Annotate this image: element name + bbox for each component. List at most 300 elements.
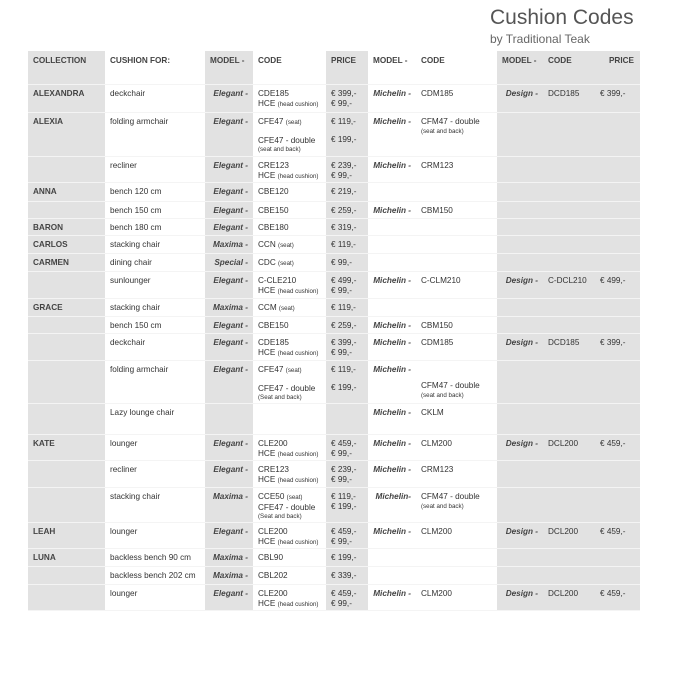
code-elegant-cell xyxy=(253,299,326,317)
price-design-cell xyxy=(595,461,640,488)
cushion-for-cell: bench 120 cm xyxy=(105,183,205,202)
code-elegant-cell xyxy=(253,361,326,404)
price-design-cell xyxy=(595,113,640,157)
header-model-design: MODEL - xyxy=(497,51,543,85)
collection-cell: ALEXANDRA xyxy=(28,85,105,113)
price-elegant-line: € 99,- xyxy=(331,285,352,295)
code-michelin-cell xyxy=(416,334,497,361)
price-elegant-cell xyxy=(326,272,368,299)
table-row xyxy=(28,254,640,272)
code-michelin-line: CDM185 xyxy=(421,89,454,98)
cushion-for-cell: stacking chair xyxy=(105,299,205,317)
cushion-for-cell: backless bench 90 cm xyxy=(105,549,205,567)
price-elegant-line: € 339,- xyxy=(331,571,357,580)
header-code-michelin: CODE xyxy=(416,51,497,85)
model-elegant-cell xyxy=(205,404,253,435)
price-elegant-line: € 259,- xyxy=(331,321,357,330)
collection-cell xyxy=(28,272,105,299)
code-michelin-line: CFM47 - double xyxy=(421,381,480,390)
code-elegant-line: CFE47 (seat) xyxy=(258,117,302,126)
code-michelin-cell xyxy=(416,202,497,219)
table-row xyxy=(28,585,640,611)
model-design-cell xyxy=(497,461,543,488)
code-elegant-line: CDC (seat) xyxy=(258,258,294,267)
price-design-line: € 499,- xyxy=(600,276,626,285)
model-michelin-cell: Michelin - xyxy=(368,272,416,299)
code-michelin-line: (seat and back) xyxy=(421,502,464,510)
code-elegant-line: (Seat and back) xyxy=(258,513,302,521)
price-design-line: € 399,- xyxy=(600,338,626,347)
price-elegant-line: € 119,- xyxy=(331,117,356,126)
code-elegant-line: CCM (seat) xyxy=(258,303,295,312)
model-michelin-cell: Michelin - xyxy=(368,523,416,549)
code-elegant-cell xyxy=(253,461,326,488)
header-price-design: PRICE xyxy=(595,51,640,85)
price-elegant-line: € 239,- xyxy=(331,161,357,170)
collection-cell xyxy=(28,361,105,404)
price-elegant-line xyxy=(331,392,368,400)
price-elegant-line: € 119,- xyxy=(331,365,356,374)
price-design-cell xyxy=(595,157,640,183)
code-design-line: DCL200 xyxy=(548,589,579,598)
header-cushion-for: CUSHION FOR: xyxy=(105,51,205,85)
collection-cell xyxy=(28,567,105,585)
model-design-cell: Design - xyxy=(497,272,543,299)
code-michelin-cell xyxy=(416,183,497,202)
model-design-cell xyxy=(497,317,543,334)
model-elegant-cell: Elegant - xyxy=(205,461,253,488)
code-elegant-line: CBE150 xyxy=(258,321,289,330)
collection-cell xyxy=(28,157,105,183)
table-row xyxy=(28,236,640,254)
code-elegant-line xyxy=(258,128,326,136)
cushion-for-cell: backless bench 202 cm xyxy=(105,567,205,585)
code-elegant-cell xyxy=(253,549,326,567)
price-elegant-cell xyxy=(326,567,368,585)
table-header-row xyxy=(28,51,640,85)
collection-cell: ANNA xyxy=(28,183,105,202)
code-michelin-line: C-CLM210 xyxy=(421,276,461,285)
code-michelin-cell xyxy=(416,461,497,488)
code-michelin-cell xyxy=(416,219,497,236)
model-elegant-cell: Maxima - xyxy=(205,236,253,254)
price-elegant-line xyxy=(331,144,368,152)
model-design-cell: Design - xyxy=(497,85,543,113)
price-elegant-cell xyxy=(326,404,368,435)
price-design-line: € 459,- xyxy=(600,439,626,448)
price-design-cell xyxy=(595,549,640,567)
price-elegant-cell xyxy=(326,219,368,236)
code-elegant-cell xyxy=(253,317,326,334)
code-design-line: DCL200 xyxy=(548,527,579,536)
price-design-cell xyxy=(595,435,640,461)
cushion-for-cell: folding armchair xyxy=(105,113,205,157)
page-title: Cushion Codes xyxy=(490,6,634,29)
cushion-for-cell: stacking chair xyxy=(105,236,205,254)
code-design-cell xyxy=(543,299,595,317)
code-elegant-cell xyxy=(253,334,326,361)
cushion-for-cell: deckchair xyxy=(105,334,205,361)
price-elegant-line xyxy=(331,127,368,135)
code-michelin-line: CBM150 xyxy=(421,321,453,330)
code-michelin-line: CFM47 - double xyxy=(421,117,480,126)
header-price-elegant: PRICE xyxy=(326,51,368,85)
cushion-for-cell: recliner xyxy=(105,461,205,488)
header-code-design: CODE xyxy=(543,51,595,85)
code-michelin-line: CDM185 xyxy=(421,338,454,347)
price-design-cell xyxy=(595,317,640,334)
price-elegant-line: € 459,- xyxy=(331,589,357,598)
code-design-cell xyxy=(543,219,595,236)
cushion-for-cell: Lazy lounge chair xyxy=(105,404,205,435)
model-design-cell: Design - xyxy=(497,585,543,611)
code-michelin-line: (seat and back) xyxy=(421,391,464,399)
code-elegant-cell xyxy=(253,254,326,272)
code-elegant-cell xyxy=(253,183,326,202)
price-elegant-line: € 99,- xyxy=(331,474,352,484)
code-michelin-cell xyxy=(416,236,497,254)
collection-cell: GRACE xyxy=(28,299,105,317)
page-subtitle: by Traditional Teak xyxy=(490,32,590,46)
table-row xyxy=(28,549,640,567)
model-elegant-cell: Elegant - xyxy=(205,334,253,361)
price-design-cell xyxy=(595,236,640,254)
model-elegant-cell: Elegant - xyxy=(205,113,253,157)
price-design-cell xyxy=(595,404,640,435)
code-design-cell xyxy=(543,157,595,183)
collection-cell: LEAH xyxy=(28,523,105,549)
model-design-cell xyxy=(497,183,543,202)
model-michelin-cell xyxy=(368,183,416,202)
model-elegant-cell: Elegant - xyxy=(205,435,253,461)
code-design-cell xyxy=(543,317,595,334)
cushion-for-cell: stacking chair xyxy=(105,488,205,523)
code-elegant-cell xyxy=(253,523,326,549)
code-elegant-line: CLE200 xyxy=(258,527,288,536)
code-elegant-line: CFE47 - double xyxy=(258,383,316,393)
code-design-cell xyxy=(543,461,595,488)
price-design-cell xyxy=(595,219,640,236)
code-michelin-cell xyxy=(416,435,497,461)
code-elegant-line: CBE180 xyxy=(258,223,289,232)
table-row xyxy=(28,272,640,299)
model-michelin-cell: Michelin - xyxy=(368,317,416,334)
code-design-cell xyxy=(543,404,595,435)
header-code-elegant: CODE xyxy=(253,51,326,85)
code-design-line: DCL200 xyxy=(548,439,579,448)
model-michelin-cell: Michelin - xyxy=(368,202,416,219)
code-elegant-line: C-CLE210 xyxy=(258,276,297,285)
code-elegant-line: CDE185 xyxy=(258,338,289,347)
code-elegant-line: CCE50 (seat) xyxy=(258,492,303,501)
code-elegant-cell xyxy=(253,85,326,113)
code-elegant-line: HCE (head cushion) xyxy=(258,170,319,180)
cushion-for-cell: sunlounger xyxy=(105,272,205,299)
model-elegant-cell: Elegant - xyxy=(205,523,253,549)
model-design-cell xyxy=(497,549,543,567)
code-design-cell xyxy=(543,488,595,523)
code-michelin-line: CKLM xyxy=(421,408,444,417)
model-design-cell: Design - xyxy=(497,435,543,461)
price-elegant-line: € 199,- xyxy=(331,134,357,144)
code-michelin-cell xyxy=(416,549,497,567)
price-elegant-cell xyxy=(326,157,368,183)
code-elegant-cell xyxy=(253,157,326,183)
model-design-cell xyxy=(497,567,543,585)
price-elegant-line xyxy=(331,375,368,383)
price-elegant-line: € 99,- xyxy=(331,258,352,267)
code-elegant-cell xyxy=(253,236,326,254)
code-elegant-line: CBL90 xyxy=(258,553,284,562)
model-michelin-cell: Michelin - xyxy=(368,157,416,183)
table-row xyxy=(28,435,640,461)
code-michelin-cell xyxy=(416,567,497,585)
model-michelin-cell: Michelin - xyxy=(368,334,416,361)
price-design-cell xyxy=(595,585,640,611)
table-row xyxy=(28,219,640,236)
code-elegant-cell xyxy=(253,488,326,523)
code-elegant-line: CBL202 xyxy=(258,571,288,580)
price-elegant-cell xyxy=(326,236,368,254)
header-collection: COLLECTION xyxy=(28,51,105,85)
price-design-cell xyxy=(595,183,640,202)
model-michelin-cell: Michelin - xyxy=(368,435,416,461)
code-design-cell xyxy=(543,523,595,549)
model-elegant-cell: Elegant - xyxy=(205,361,253,404)
model-elegant-cell: Elegant - xyxy=(205,202,253,219)
model-design-cell xyxy=(497,113,543,157)
price-design-line: € 459,- xyxy=(600,589,626,598)
model-elegant-cell: Elegant - xyxy=(205,85,253,113)
price-elegant-line: € 259,- xyxy=(331,206,357,215)
collection-cell: BARON xyxy=(28,219,105,236)
price-elegant-line: € 399,- xyxy=(331,89,357,98)
table-row xyxy=(28,113,640,157)
model-design-cell xyxy=(497,254,543,272)
price-elegant-cell xyxy=(326,549,368,567)
model-michelin-cell: Michelin - xyxy=(368,113,416,157)
model-elegant-cell: Elegant - xyxy=(205,317,253,334)
price-elegant-cell xyxy=(326,361,368,404)
cushion-for-cell: recliner xyxy=(105,157,205,183)
price-elegant-line: € 99,- xyxy=(331,170,352,180)
cushion-codes-table xyxy=(28,51,640,611)
table-row xyxy=(28,488,640,523)
header-model-elegant: MODEL - xyxy=(205,51,253,85)
code-design-cell xyxy=(543,85,595,113)
price-elegant-line: € 459,- xyxy=(331,527,357,536)
model-design-cell xyxy=(497,488,543,523)
model-design-cell xyxy=(497,157,543,183)
price-elegant-cell xyxy=(326,435,368,461)
collection-cell xyxy=(28,317,105,334)
code-design-cell xyxy=(543,183,595,202)
code-michelin-line: CRM123 xyxy=(421,161,454,170)
price-elegant-cell xyxy=(326,113,368,157)
collection-cell xyxy=(28,461,105,488)
code-elegant-line: HCE (head cushion) xyxy=(258,285,319,295)
price-elegant-line: € 399,- xyxy=(331,338,357,347)
code-elegant-line: CLE200 xyxy=(258,439,288,448)
code-design-cell xyxy=(543,272,595,299)
table-row xyxy=(28,157,640,183)
price-elegant-line: € 119,- xyxy=(331,240,356,249)
code-michelin-cell xyxy=(416,523,497,549)
price-elegant-cell xyxy=(326,523,368,549)
model-michelin-cell xyxy=(368,299,416,317)
code-michelin-cell xyxy=(416,299,497,317)
code-elegant-line: (Seat and back) xyxy=(258,394,302,402)
cushion-for-cell: bench 180 cm xyxy=(105,219,205,236)
code-michelin-line: CRM123 xyxy=(421,465,454,474)
code-elegant-line: HCE (head cushion) xyxy=(258,448,319,458)
price-elegant-cell xyxy=(326,585,368,611)
model-design-cell xyxy=(497,219,543,236)
cushion-for-cell: lounger xyxy=(105,523,205,549)
model-michelin-cell: Michelin - xyxy=(368,461,416,488)
collection-cell: KATE xyxy=(28,435,105,461)
code-elegant-line: CRE123 xyxy=(258,161,289,170)
code-michelin-line: CLM200 xyxy=(421,589,452,598)
collection-cell xyxy=(28,488,105,523)
model-elegant-cell: Maxima - xyxy=(205,549,253,567)
code-design-cell xyxy=(543,435,595,461)
cushion-for-cell: bench 150 cm xyxy=(105,317,205,334)
model-michelin-cell: Michelin - xyxy=(368,404,416,435)
code-michelin-line: CBM150 xyxy=(421,206,453,215)
table-row xyxy=(28,334,640,361)
price-design-cell xyxy=(595,202,640,219)
collection-cell: ALEXIA xyxy=(28,113,105,157)
model-elegant-cell: Maxima - xyxy=(205,299,253,317)
price-elegant-cell xyxy=(326,299,368,317)
price-elegant-cell xyxy=(326,85,368,113)
table-row xyxy=(28,404,640,435)
price-design-cell xyxy=(595,523,640,549)
code-michelin-cell xyxy=(416,361,497,404)
code-elegant-line: CBE150 xyxy=(258,206,289,215)
collection-cell xyxy=(28,404,105,435)
code-elegant-cell xyxy=(253,202,326,219)
table-row xyxy=(28,85,640,113)
code-elegant-cell xyxy=(253,567,326,585)
price-design-cell xyxy=(595,272,640,299)
code-elegant-cell xyxy=(253,272,326,299)
code-design-cell xyxy=(543,236,595,254)
table-row xyxy=(28,567,640,585)
code-elegant-line: CBE120 xyxy=(258,187,289,196)
model-elegant-cell: Maxima - xyxy=(205,567,253,585)
collection-cell: CARLOS xyxy=(28,236,105,254)
cushion-for-cell: bench 150 cm xyxy=(105,202,205,219)
code-michelin-cell xyxy=(416,85,497,113)
price-elegant-line: € 119,- xyxy=(331,303,356,312)
code-design-cell xyxy=(543,585,595,611)
model-michelin-cell: Michelin - xyxy=(368,585,416,611)
price-elegant-line: € 199,- xyxy=(331,382,357,392)
price-design-cell xyxy=(595,254,640,272)
price-design-cell xyxy=(595,567,640,585)
model-michelin-cell xyxy=(368,219,416,236)
code-elegant-cell xyxy=(253,113,326,157)
code-elegant-cell xyxy=(253,585,326,611)
price-elegant-line: € 319,- xyxy=(331,223,357,232)
cushion-for-cell: lounger xyxy=(105,435,205,461)
code-elegant-line: CCN (seat) xyxy=(258,240,294,249)
code-elegant-cell xyxy=(253,435,326,461)
collection-cell xyxy=(28,585,105,611)
code-michelin-line xyxy=(421,373,497,381)
cushion-for-cell: deckchair xyxy=(105,85,205,113)
model-design-cell: Design - xyxy=(497,334,543,361)
price-elegant-line: € 459,- xyxy=(331,439,357,448)
model-design-cell xyxy=(497,404,543,435)
code-michelin-cell xyxy=(416,254,497,272)
code-design-cell xyxy=(543,254,595,272)
price-elegant-line: € 99,- xyxy=(331,536,352,546)
model-elegant-cell: Elegant - xyxy=(205,219,253,236)
table-row xyxy=(28,317,640,334)
table-row xyxy=(28,523,640,549)
model-elegant-cell: Elegant - xyxy=(205,183,253,202)
code-elegant-line: CFE47 - double xyxy=(258,502,316,512)
model-design-cell xyxy=(497,299,543,317)
price-elegant-line: € 239,- xyxy=(331,465,357,474)
code-michelin-line: CFM47 - double xyxy=(421,492,480,501)
code-design-line: DCD185 xyxy=(548,89,580,98)
price-elegant-cell xyxy=(326,334,368,361)
price-design-line: € 399,- xyxy=(600,89,626,98)
model-elegant-cell: Elegant - xyxy=(205,157,253,183)
table-row xyxy=(28,202,640,219)
code-michelin-cell xyxy=(416,488,497,523)
code-michelin-line: (seat and back) xyxy=(421,127,464,135)
code-elegant-line: CDE185 xyxy=(258,89,289,98)
model-elegant-cell: Maxima - xyxy=(205,488,253,523)
model-michelin-cell: Michelin- xyxy=(368,488,416,523)
code-michelin-cell xyxy=(416,157,497,183)
code-elegant-cell xyxy=(253,219,326,236)
table-body xyxy=(28,85,640,611)
table-row xyxy=(28,461,640,488)
code-elegant-line: CLE200 xyxy=(258,589,288,598)
code-elegant-line: HCE (head cushion) xyxy=(258,347,319,357)
code-design-cell xyxy=(543,113,595,157)
cushion-for-cell: folding armchair xyxy=(105,361,205,404)
price-elegant-cell xyxy=(326,183,368,202)
price-elegant-cell xyxy=(326,461,368,488)
code-elegant-cell xyxy=(253,404,326,435)
header-model-michelin: MODEL - xyxy=(368,51,416,85)
model-design-cell xyxy=(497,202,543,219)
code-elegant-line xyxy=(258,376,326,384)
code-michelin-cell xyxy=(416,404,497,435)
model-michelin-cell: Michelin - xyxy=(368,361,416,404)
model-design-cell: Design - xyxy=(497,523,543,549)
code-elegant-line: HCE (head cushion) xyxy=(258,598,319,608)
code-elegant-line: HCE (head cushion) xyxy=(258,474,319,484)
table-row xyxy=(28,299,640,317)
table-row xyxy=(28,183,640,202)
code-elegant-line: CFE47 - double xyxy=(258,135,316,145)
code-design-cell xyxy=(543,567,595,585)
code-elegant-line: (seat and back) xyxy=(258,146,301,154)
model-elegant-cell: Special - xyxy=(205,254,253,272)
code-design-cell xyxy=(543,549,595,567)
code-michelin-line: CLM200 xyxy=(421,439,452,448)
code-michelin-line: CLM200 xyxy=(421,527,452,536)
model-michelin-cell: Michelin - xyxy=(368,85,416,113)
